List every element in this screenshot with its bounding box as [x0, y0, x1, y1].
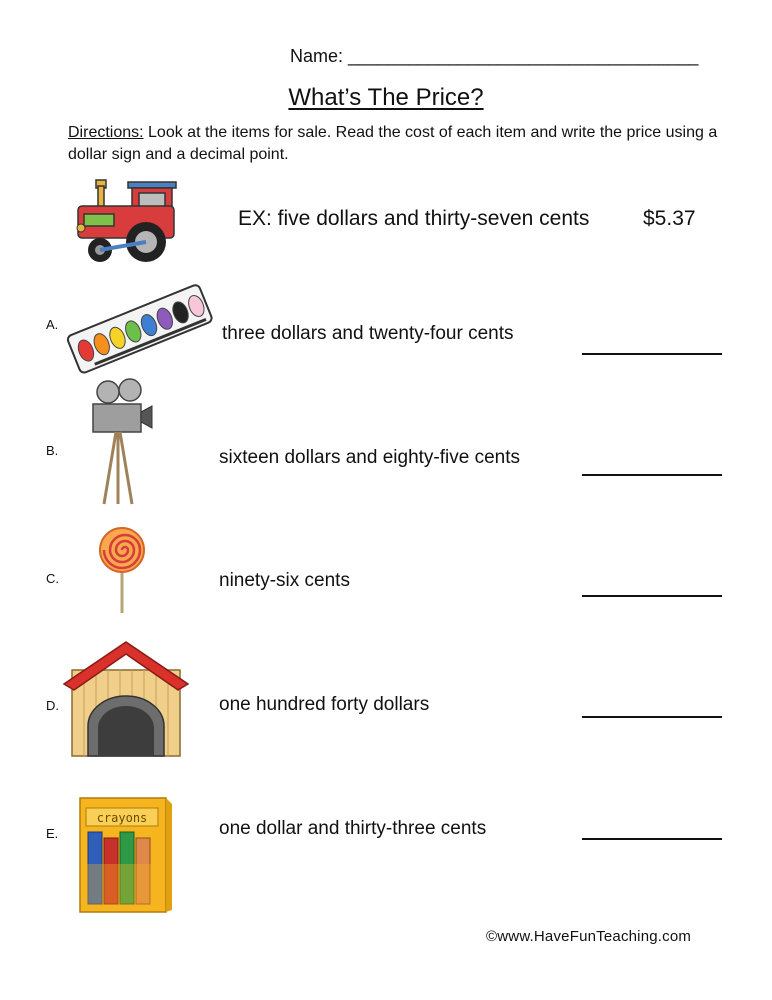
name-field[interactable]: Name: ___________________________________: [290, 46, 699, 66]
item-text: sixteen dollars and eighty-five cents: [219, 447, 520, 468]
movie-camera-icon: [90, 378, 160, 506]
answer-line-e[interactable]: [582, 838, 722, 840]
item-text: three dollars and twenty-four cents: [222, 323, 514, 344]
answer-line-a[interactable]: [582, 353, 722, 355]
copyright-footer: ©www.HaveFunTeaching.com: [486, 928, 692, 945]
lollipop-icon: [98, 525, 154, 615]
example-text: EX: five dollars and thirty-seven cents: [238, 207, 590, 230]
item-letter: E.: [46, 826, 59, 841]
answer-line-c[interactable]: [582, 595, 722, 597]
item-letter: A.: [46, 317, 59, 332]
item-text: ninety-six cents: [219, 570, 350, 591]
crayon-box-label: crayons: [96, 811, 148, 825]
toy-train-icon: [72, 178, 180, 264]
directions-text: Look at the items for sale. Read the cost of each item and write the price using a dollar sign and a decimal point.: [68, 124, 718, 163]
item-text: one hundred forty dollars: [219, 694, 430, 715]
answer-line-b[interactable]: [582, 474, 722, 476]
item-letter: C.: [46, 571, 59, 586]
directions: [68, 122, 718, 166]
crayon-box-icon: [78, 794, 174, 914]
answer-line-d[interactable]: [582, 716, 722, 718]
watercolor-paint-set-icon: [64, 275, 214, 379]
directions-label: Directions:: [68, 124, 144, 141]
item-letter: D.: [46, 698, 59, 713]
item-letter: B.: [46, 443, 59, 458]
example-price: $5.37: [643, 207, 696, 230]
item-text: one dollar and thirty-three cents: [219, 818, 487, 839]
dog-house-icon: [62, 640, 190, 758]
page-title: What’s The Price?: [288, 84, 484, 111]
